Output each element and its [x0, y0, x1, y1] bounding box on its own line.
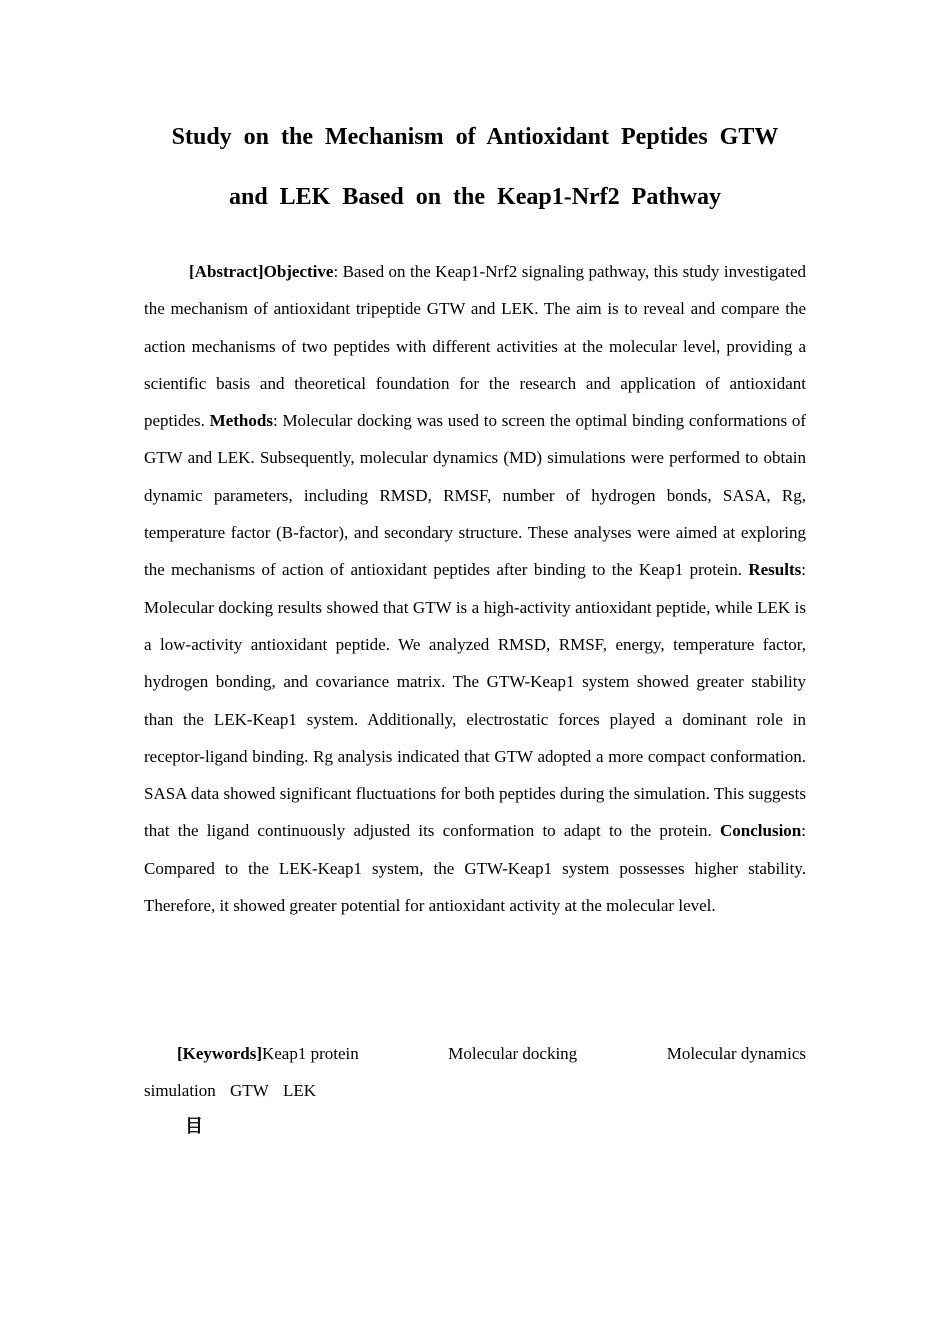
keywords-line-2: [144, 1072, 806, 1109]
keyword-item: simulation: [144, 1081, 216, 1101]
abstract-label: [Abstract]: [189, 262, 264, 281]
results-label: Results: [748, 560, 802, 580]
keywords-label: [Keywords]: [177, 1044, 262, 1063]
abstract-paragraph: [144, 253, 806, 924]
table-of-contents-heading: 目: [185, 1116, 203, 1137]
methods-text: : Molecular docking was used to screen the optimal binding conformations of GTW and LEK. Subsequently, molecular dynamics (MD) simulations were performed to obtain dynamic parameters, including RMSD, RMSF, number of hydrogen bonds, SASA, Rg, temperature factor (B-factor), and secondary structure. These analyses were aimed at exploring the mechanisms of action of antioxidant peptides after binding to the Keap1 protein.: [144, 411, 806, 580]
keywords-block: [144, 1035, 806, 1110]
paper-title-line-2: and LEK Based on the Keap1-Nrf2 Pathway: [228, 184, 722, 210]
keyword-item: Molecular docking: [448, 1044, 578, 1063]
keyword-item: GTW: [230, 1081, 269, 1101]
methods-label: Methods: [209, 411, 273, 431]
objective-text: : Based on the Keap1-Nrf2 signaling pathway, this study investigated the mechanism of antioxidant tripeptide GTW and LEK. The aim is to reveal and compare the action mechanisms of two peptides with different activities at the molecular level, providing a scientific basis and theoretical foundation for the research and application of antioxidant peptides.: [144, 262, 806, 431]
keyword-item: Molecular dynamics: [666, 1044, 806, 1063]
results-text: : Molecular docking results showed that GTW is a high-activity antioxidant peptide, while LEK is a low-activity antioxidant peptide. We analyzed RMSD, RMSF, energy, temperature factor, hydrogen bonding, and covariance matrix. The GTW-Keap1 system showed greater stability than the LEK-Keap1 system. Additionally, electrostatic forces played a dominant role in receptor-ligand binding. Rg analysis indicated that GTW adopted a more compact conformation. SASA data showed significant fluctuations for both peptides during the simulation. This suggests that the ligand continuously adjusted its conformation to adapt to the protein.: [144, 560, 806, 841]
keywords-first: [144, 1035, 359, 1072]
objective-label: Objective: [263, 262, 334, 281]
conclusion-label: Conclusion: [720, 821, 802, 841]
keywords-line-1: [144, 1035, 806, 1072]
paper-title-line-1: Study on the Mechanism of Antioxidant Peptides GTW: [171, 124, 779, 150]
keyword-item: LEK: [283, 1081, 317, 1101]
conclusion-text: : Compared to the LEK-Keap1 system, the GTW-Keap1 system possesses higher stability. Therefore, it showed greater potential for antioxidant activity at the molecular level.: [144, 821, 806, 916]
keyword-item: Keap1 protein: [261, 1044, 359, 1063]
